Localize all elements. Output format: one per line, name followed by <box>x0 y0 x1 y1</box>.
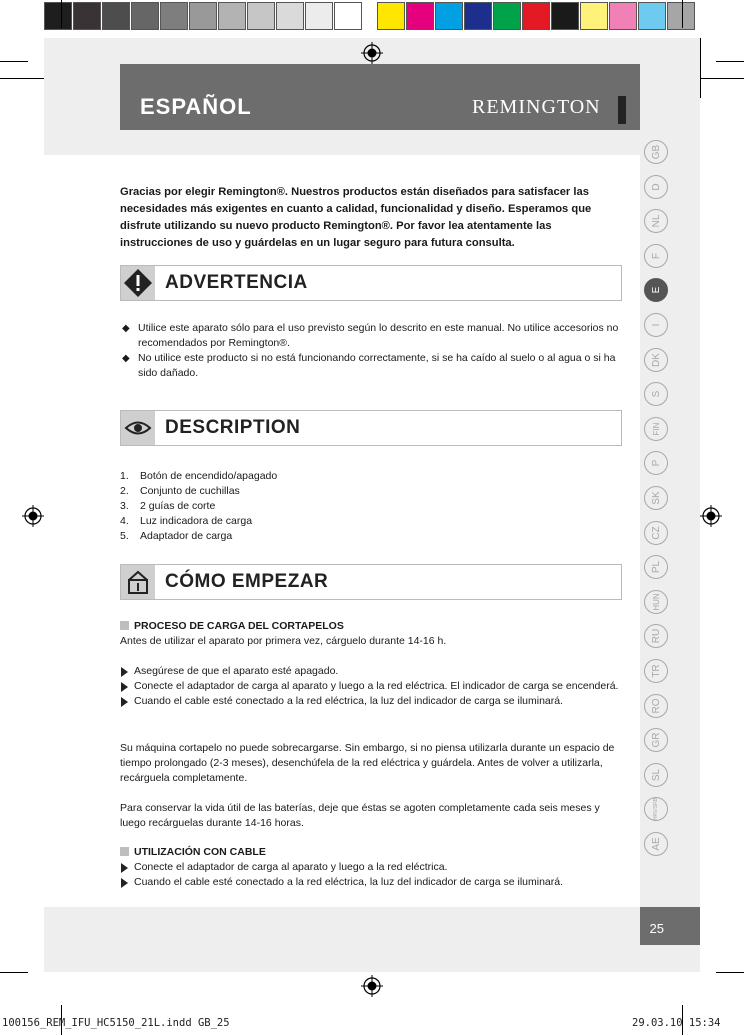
language-tab-f[interactable]: F <box>644 244 668 268</box>
color-swatch <box>493 2 521 30</box>
crop-mark <box>0 78 44 79</box>
language-tab-ro[interactable]: RO <box>644 694 668 718</box>
language-tab-s[interactable]: S <box>644 382 668 406</box>
page-number-box <box>640 907 700 945</box>
gray-swatch <box>160 2 188 30</box>
language-tab-ru[interactable]: RU <box>644 624 668 648</box>
language-tab-fin[interactable]: FIN <box>644 417 668 441</box>
gray-swatch <box>305 2 333 30</box>
language-tab-gr[interactable]: GR <box>644 728 668 752</box>
language-tab-d[interactable]: D <box>644 175 668 199</box>
description-section-header <box>120 410 622 446</box>
list-item: 2. Conjunto de cuchillas <box>120 485 240 497</box>
gray-swatch <box>102 2 130 30</box>
page-title: ESPAÑOL <box>140 94 252 119</box>
start-section-header <box>120 564 622 600</box>
language-tab-dk[interactable]: DK <box>644 348 668 372</box>
square-bullet-icon <box>120 621 129 630</box>
language-tab-nl[interactable]: NL <box>644 209 668 233</box>
color-swatch <box>435 2 463 30</box>
warning-title: ADVERTENCIA <box>165 272 308 293</box>
gray-swatch <box>131 2 159 30</box>
arrow-bullet-icon <box>121 667 128 677</box>
list-item: ◆ Utilice este aparato sólo para el uso previsto según lo descrito en este manual. No utilice accesorios no recomendados por Remington®. <box>122 322 619 349</box>
gray-swatch <box>276 2 304 30</box>
list-item: Asegúrese de que el aparato esté apagado. <box>120 664 620 679</box>
list-item: 5. Adaptador de carga <box>120 530 233 542</box>
brand-logo: REMINGTON <box>472 96 601 118</box>
cord-steps <box>120 860 620 890</box>
file-slug: 100156_REM_IFU_HC5150_21L.indd GB_25 <box>2 1017 230 1029</box>
gray-swatch <box>73 2 101 30</box>
crop-mark <box>700 38 701 98</box>
list-item: 3. 2 guías de corte <box>120 500 216 512</box>
box-icon <box>121 565 155 599</box>
diamond-bullet-icon: ◆ <box>122 353 130 364</box>
description-title: DESCRIPTION <box>165 417 301 438</box>
arrow-bullet-icon <box>121 878 128 888</box>
color-swatch <box>667 2 695 30</box>
crop-mark <box>0 972 28 973</box>
language-tab-cz[interactable]: CZ <box>644 521 668 545</box>
charging-intro: Antes de utilizar el aparato por primera vez, cárguelo durante 14-16 h. <box>120 635 447 647</box>
list-item: Cuando el cable esté conectado a la red eléctrica, la luz del indicador de carga se iluminará. <box>120 875 620 890</box>
registration-mark-icon <box>22 505 44 527</box>
color-swatch <box>464 2 492 30</box>
overcharge-paragraph: Su máquina cortapelo no puede sobrecargarse. Sin embargo, si no piensa utilizarla durante un espacio de tiempo prolongado (2-3 meses), desenchúfela de la red eléctrica y guárdela. Antes de volver a utilizarla, recárguela completamente. <box>120 742 615 784</box>
header-banner <box>120 64 640 130</box>
crop-mark <box>682 0 683 28</box>
language-tab-i[interactable]: I <box>644 313 668 337</box>
date-slug: 29.03.10 15:34 <box>632 1017 721 1029</box>
language-tab-gb[interactable]: GB <box>644 140 668 164</box>
start-title: CÓMO EMPEZAR <box>165 571 329 592</box>
language-tab-hrv-srb[interactable]: HRV/SRB <box>644 797 668 821</box>
crop-mark <box>0 61 28 62</box>
language-tab-tr[interactable]: TR <box>644 659 668 683</box>
crop-mark <box>61 0 62 28</box>
cord-subheading: UTILIZACIÓN CON CABLE <box>120 846 266 858</box>
intro-text: Gracias por elegir Remington®. Nuestros productos están diseñados para satisfacer las necesidades más exigentes en cuanto a calidad, funcionalidad y diseño. Esperamos que disfrute utilizando su nuevo producto Remington®. Por favor lea atentamente las instrucciones de uso y guárdelas en un lugar seguro para futura consulta. <box>120 186 592 249</box>
list-item: ◆ No utilice este producto si no está funcionando correctamente, si se ha caído al suelo o al agua o si ha sido dañado. <box>122 352 616 379</box>
color-swatch <box>580 2 608 30</box>
list-item: 1. Botón de encendido/apagado <box>120 470 278 482</box>
arrow-bullet-icon <box>121 697 128 707</box>
crop-mark <box>716 972 744 973</box>
list-item: Cuando el cable esté conectado a la red eléctrica, la luz del indicador de carga se iluminará. <box>120 694 620 709</box>
color-swatch <box>377 2 405 30</box>
list-item: Conecte el adaptador de carga al aparato y luego a la red eléctrica. El indicador de carga se encenderá. <box>120 679 620 694</box>
list-item: 4. Luz indicadora de carga <box>120 515 253 527</box>
color-swatch <box>638 2 666 30</box>
registration-mark-icon <box>361 42 383 64</box>
gray-swatch <box>334 2 362 30</box>
language-tab-p[interactable]: P <box>644 451 668 475</box>
arrow-bullet-icon <box>121 682 128 692</box>
gray-swatch <box>247 2 275 30</box>
language-tab-hun[interactable]: HUN <box>644 590 668 614</box>
color-swatch <box>609 2 637 30</box>
arrow-bullet-icon <box>121 863 128 873</box>
brand-bar <box>618 96 626 124</box>
page-number: 25 <box>649 921 664 936</box>
registration-mark-icon <box>361 975 383 997</box>
battery-paragraph: Para conservar la vida útil de las baterías, deje que éstas se agoten completamente cada seis meses y luego recárguelas durante 14-16 horas. <box>120 802 600 829</box>
gray-swatch <box>44 2 72 30</box>
gray-swatch <box>189 2 217 30</box>
list-item: Conecte el adaptador de carga al aparato y luego a la red eléctrica. <box>120 860 620 875</box>
language-tab-e[interactable]: E <box>644 278 668 302</box>
square-bullet-icon <box>120 847 129 856</box>
diamond-bullet-icon: ◆ <box>122 323 130 334</box>
charging-subheading: PROCESO DE CARGA DEL CORTAPELOS <box>120 620 344 632</box>
warning-list <box>120 321 620 381</box>
language-tab-sl[interactable]: SL <box>644 763 668 787</box>
crop-mark <box>716 61 744 62</box>
crop-mark <box>700 78 744 79</box>
warning-section-header <box>120 265 622 301</box>
language-tab-pl[interactable]: PL <box>644 555 668 579</box>
charging-steps <box>120 664 620 709</box>
color-swatch <box>522 2 550 30</box>
registration-mark-icon <box>700 505 722 527</box>
eye-icon <box>121 411 155 445</box>
color-swatch <box>551 2 579 30</box>
color-swatch <box>406 2 434 30</box>
parts-list <box>120 469 277 544</box>
language-tab-sk[interactable]: SK <box>644 486 668 510</box>
language-tab-ae[interactable]: AE <box>644 832 668 856</box>
gray-swatch <box>218 2 246 30</box>
warning-icon <box>121 266 155 300</box>
